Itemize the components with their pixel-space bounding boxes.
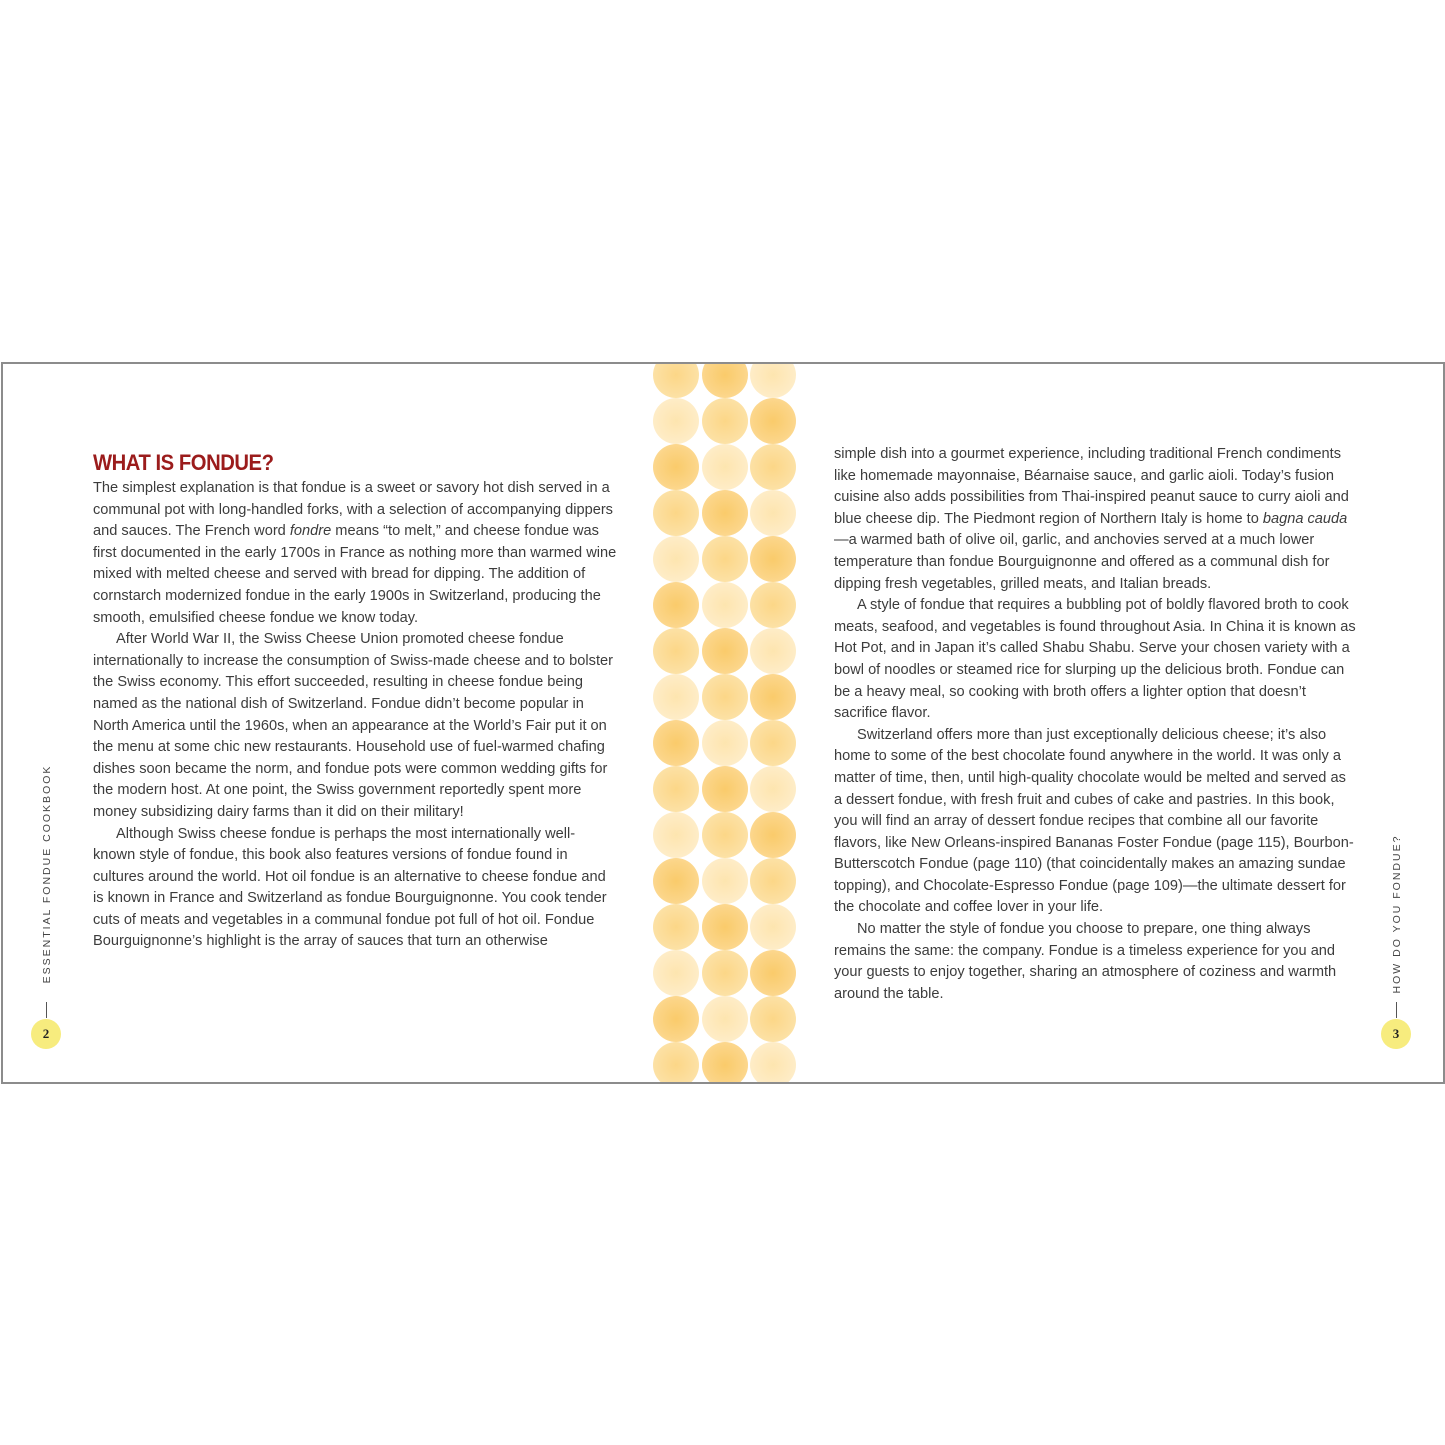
decorative-dot	[750, 398, 796, 444]
decorative-dot	[750, 720, 796, 766]
decorative-dot	[653, 674, 699, 720]
decorative-dot	[750, 444, 796, 490]
decorative-dot	[702, 444, 748, 490]
decorative-dot	[702, 996, 748, 1042]
decorative-dot	[750, 996, 796, 1042]
paragraph: Although Swiss cheese fondue is perhaps the most internationally well-known style of fondue, this book also features versions of fondue found in cultures around the world. Hot oil fondue is an alternative to cheese fondue and is known in France and Switzerland as fondue Bourguignonne. You cook tender cuts of meats and vegetables in a communal fondue pot full of hot oil. Fondue Bourguignonne’s highlight is the array of sauces that turn an otherwise	[93, 825, 607, 950]
decorative-dot	[653, 720, 699, 766]
decorative-dot	[653, 536, 699, 582]
running-header-left: ESSENTIAL FONDUE COOKBOOK	[41, 764, 53, 984]
divider	[46, 1002, 47, 1018]
decorative-dot	[653, 444, 699, 490]
divider	[1396, 1002, 1397, 1018]
decorative-dot	[653, 904, 699, 950]
running-header-right: HOW DO YOU FONDUE?	[1391, 834, 1403, 994]
decorative-dot	[750, 490, 796, 536]
decorative-dot	[750, 858, 796, 904]
decorative-dot	[750, 904, 796, 950]
decorative-dot	[750, 674, 796, 720]
section-heading: WHAT IS FONDUE?	[93, 450, 274, 475]
decorative-dot	[702, 766, 748, 812]
paragraph: No matter the style of fondue you choose to prepare, one thing always remains the same: the company. Fondue is a timeless experience for you and your guests to enjoy together, sharing an atmosphere of coziness and warmth around the table.	[834, 921, 1337, 1002]
decorative-dot	[750, 364, 796, 398]
decorative-dot	[702, 858, 748, 904]
decorative-dots-column	[653, 364, 799, 1082]
decorative-dot	[702, 628, 748, 674]
decorative-dot	[653, 582, 699, 628]
decorative-dot	[750, 766, 796, 812]
left-page-text	[93, 478, 617, 953]
decorative-dot	[702, 812, 748, 858]
book-spread	[1, 362, 1445, 1084]
decorative-dot	[653, 398, 699, 444]
page-number-badge: 2	[31, 1019, 61, 1049]
decorative-dot	[750, 950, 796, 996]
decorative-dot	[653, 996, 699, 1042]
decorative-dot	[653, 364, 699, 398]
decorative-dot	[653, 628, 699, 674]
page-number-badge: 3	[1381, 1019, 1411, 1049]
decorative-dot	[702, 674, 748, 720]
decorative-dot	[750, 812, 796, 858]
paragraph: simple dish into a gourmet experience, including traditional French condiments like homemade mayonnaise, Béarnaise sauce, and garlic aioli. Today’s fusion cuisine also adds possibilities from Thai-inspired peanut sauce to curry aioli and blue cheese dip. The Piedmont region of Northern Italy is home to bagna cauda—a warmed bath of olive oil, garlic, and anchovies served at a much lower temperature than fondue Bourguignonne and offered as a communal dish for dipping fresh vegetables, grilled meats, and Italian breads.	[834, 446, 1349, 592]
decorative-dot	[702, 398, 748, 444]
decorative-dot	[702, 904, 748, 950]
decorative-dot	[653, 766, 699, 812]
decorative-dot	[653, 858, 699, 904]
decorative-dot	[750, 1042, 796, 1082]
decorative-dot	[653, 1042, 699, 1082]
paragraph: A style of fondue that requires a bubbling pot of boldly flavored broth to cook meats, seafood, and vegetables is found throughout Asia. In China it is known as Hot Pot, and in Japan it’s called Shabu Shabu. Serve your chosen variety with a bowl of noodles or steamed rice for slurping up the delicious broth. Fondue can be a heavy meal, so cooking with broth offers a lighter option that doesn’t sacrifice flavor.	[834, 597, 1356, 722]
decorative-dot	[702, 582, 748, 628]
decorative-dot	[702, 950, 748, 996]
decorative-dot	[702, 536, 748, 582]
paragraph: The simplest explanation is that fondue is a sweet or savory hot dish served in a communal pot with long-handled forks, with a selection of accompanying dippers and sauces. The French word fondre means “to melt,” and cheese fondue was first documented in the early 1700s in France as nothing more than warmed wine mixed with melted cheese and served with bread for dipping. The addition of cornstarch modernized fondue in the early 1900s in Switzerland, producing the smooth, emulsified cheese fondue we know today.	[93, 480, 617, 626]
decorative-dot	[750, 628, 796, 674]
right-page-text	[834, 444, 1358, 1005]
paragraph: Switzerland offers more than just exceptionally delicious cheese; it’s also home to some of the best chocolate found anywhere in the world. It was only a matter of time, then, until high-quality chocolate would be melted and served as a dessert fondue, with fresh fruit and cubes of cake and pastries. In this book, you will find an array of dessert fondue recipes that combine all our favorite flavors, like New Orleans-inspired Bananas Foster Fondue (page 115), Bourbon-Butterscotch Fondue (page 110) (that coincidentally makes an amazing sundae topping), and Chocolate-Espresso Fondue (page 109)—the ultimate dessert for the chocolate and coffee lover in your life.	[834, 726, 1354, 916]
decorative-dot	[653, 950, 699, 996]
decorative-dot	[653, 812, 699, 858]
decorative-dot	[750, 536, 796, 582]
decorative-dot	[653, 490, 699, 536]
decorative-dot	[702, 1042, 748, 1082]
decorative-dot	[702, 720, 748, 766]
decorative-dot	[702, 490, 748, 536]
decorative-dot	[702, 364, 748, 398]
paragraph: After World War II, the Swiss Cheese Union promoted cheese fondue internationally to increase the consumption of Swiss-made cheese and to bolster the Swiss economy. This effort succeeded, resulting in cheese fondue being named as the national dish of Switzerland. Fondue didn’t become popular in North America until the 1960s, when an appearance at the World’s Fair put it on the menu at some chic new restaurants. Household use of fuel-warmed chafing dishes soon became the norm, and fondue pots were common wedding gifts for the modern host. At one point, the Swiss government reportedly spent more money subsidizing dairy farms than it did on their military!	[93, 631, 613, 820]
decorative-dot	[750, 582, 796, 628]
